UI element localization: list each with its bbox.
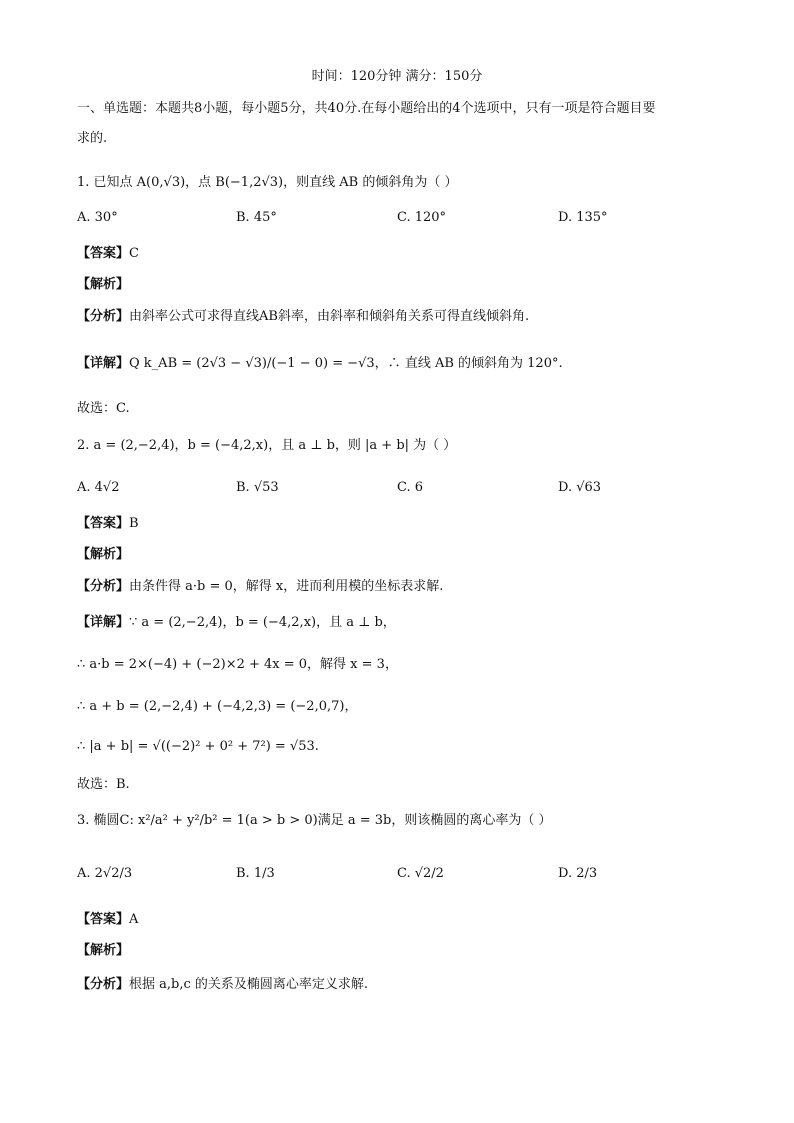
q2-option-d: D. √63 <box>558 480 602 495</box>
q2-option-c: C. 6 <box>397 480 424 495</box>
q1-detail-label: 【详解】 <box>77 356 130 371</box>
q2-detail-label: 【详解】 <box>77 615 130 630</box>
q1-answer: C <box>129 246 139 261</box>
q1-option-d: D. 135° <box>558 210 608 225</box>
section-title: 一、单选题：本题共8小题，每小题5分，共40分.在每小题给出的4个选项中，只有一项是符合题目要 <box>77 101 656 116</box>
q1-option-b: B. 45° <box>236 210 277 225</box>
q1-choose: 故选：C. <box>77 401 130 416</box>
q3-option-c: C. √2/2 <box>397 866 444 881</box>
q1-option-a: A. 30° <box>77 210 118 225</box>
q3-option-b: B. 1/3 <box>236 866 275 881</box>
exam-header: 时间：120分钟 满分：150分 <box>311 69 483 84</box>
q2-stem: 2. a = (2,−2,4)，b = (−4,2,x)，且 a ⊥ b，则 |a + b| 为（ ） <box>77 438 457 453</box>
q2-answer: B <box>129 516 139 531</box>
q2-option-a: A. 4√2 <box>77 480 120 495</box>
q1-answer-label: 【答案】 <box>77 246 130 261</box>
q2-detail-3: ∴ a + b = (2,−2,4) + (−4,2,3) = (−2,0,7)， <box>77 699 358 714</box>
q1-fenxi-row <box>77 308 529 326</box>
q3-fenxi-row <box>77 976 368 994</box>
q2-option-b: B. √53 <box>236 480 279 495</box>
q3-answer: A <box>129 912 139 927</box>
q2-fenxi: 由条件得 a·b = 0，解得 x，进而利用模的坐标表求解. <box>129 579 444 594</box>
q3-fenxi: 根据 a,b,c 的关系及椭圆离心率定义求解. <box>129 977 369 992</box>
q2-detail-2: ∴ a·b = 2×(−4) + (−2)×2 + 4x = 0，解得 x = 3， <box>77 657 398 672</box>
section-title-cont: 求的. <box>77 131 108 146</box>
q2-fenxi-row <box>77 578 443 596</box>
q3-option-d: D. 2/3 <box>558 866 598 881</box>
q3-option-a: A. 2√2/3 <box>77 866 133 881</box>
q2-answer-label: 【答案】 <box>77 516 130 531</box>
q3-answer-label: 【答案】 <box>77 912 130 927</box>
q2-jiexi: 【解析】 <box>77 547 130 562</box>
q1-detail: Q k_AB = (2√3 − √3)/(−1 − 0) = −√3，∴ 直线 AB 的倾斜角为 120°. <box>129 356 563 371</box>
q1-option-c: C. 120° <box>397 210 447 225</box>
q2-choose: 故选：B. <box>77 777 130 792</box>
q1-detail-row <box>77 355 563 373</box>
q2-answer-row <box>77 515 139 533</box>
q3-stem: 3. 椭圆C: x²/a² + y²/b² = 1(a > b > 0)满足 a = 3b，则该椭圆的离心率为（ ） <box>77 813 552 828</box>
q1-answer-row <box>77 245 139 263</box>
q2-detail-row <box>77 614 396 632</box>
q2-detail-1: ∵ a = (2,−2,4)，b = (−4,2,x)，且 a ⊥ b， <box>129 615 396 630</box>
q3-fenxi-label: 【分析】 <box>77 977 130 992</box>
q1-fenxi-label: 【分析】 <box>77 309 130 324</box>
q1-stem: 1. 已知点 A(0,√3)，点 B(−1,2√3)，则直线 AB 的倾斜角为（ ） <box>77 175 458 190</box>
q3-jiexi: 【解析】 <box>77 943 130 958</box>
q1-fenxi: 由斜率公式可求得直线AB斜率，由斜率和倾斜角关系可得直线倾斜角. <box>129 309 530 324</box>
q2-fenxi-label: 【分析】 <box>77 579 130 594</box>
q1-jiexi: 【解析】 <box>77 277 130 292</box>
q2-detail-4: ∴ |a + b| = √((−2)² + 0² + 7²) = √53. <box>77 739 319 754</box>
q3-answer-row <box>77 911 138 929</box>
